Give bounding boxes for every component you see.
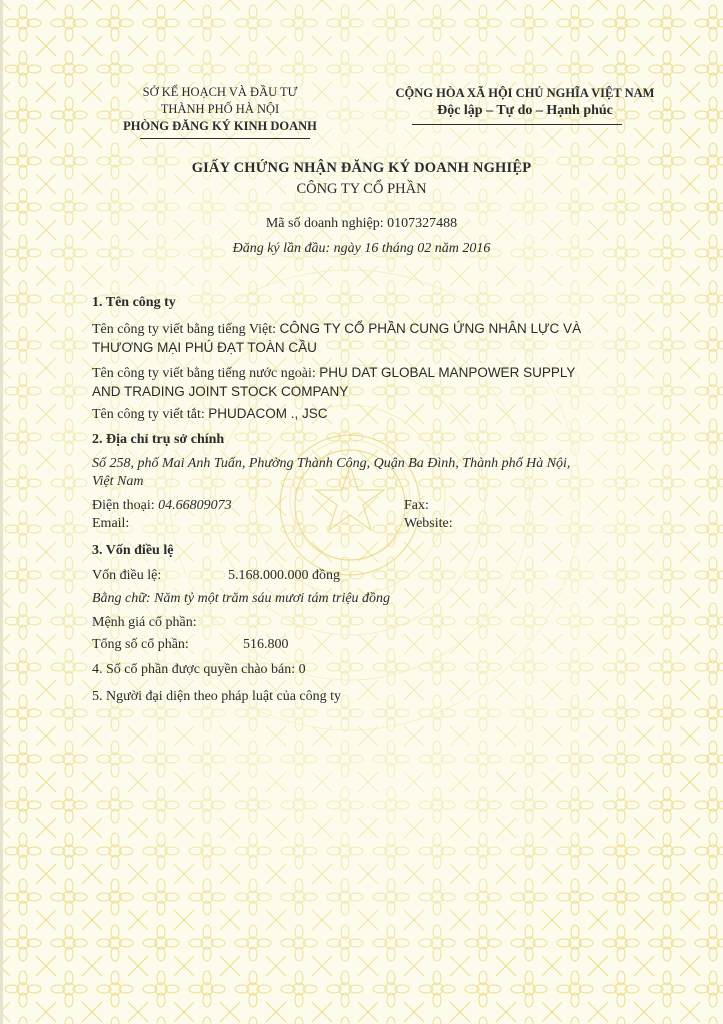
- phone-value: 04.66809073: [158, 498, 232, 513]
- motto-underline: [412, 124, 622, 125]
- enterprise-code: Mã số doanh nghiệp: 0107327488: [265, 216, 458, 231]
- vn-name-label: Tên công ty viết bằng tiếng Việt:: [92, 322, 276, 337]
- offered-shares-value: 0: [298, 662, 306, 677]
- authority-line-2: THÀNH PHỐ HÀ NỘI: [160, 102, 280, 116]
- motto: Độc lập – Tự do – Hạnh phúc: [437, 103, 613, 118]
- par-value-label: Mệnh giá cổ phần:: [92, 615, 197, 630]
- capital-value: 5.168.000.000 đồng: [228, 568, 340, 583]
- vn-name-value-2: THƯƠNG MẠI PHÚ ĐẠT TOÀN CẦU: [92, 340, 317, 355]
- fax-label: Fax:: [404, 498, 429, 513]
- vn-name-value-1: CÔNG TY CỔ PHẦN CUNG ỨNG NHÂN LỰC VÀ: [279, 321, 582, 336]
- total-shares-label: Tổng số cổ phần:: [92, 637, 189, 652]
- phone-label: Điện thoại:: [92, 498, 155, 513]
- capital-label: Vốn điều lệ:: [92, 568, 162, 583]
- section-3-heading: 3. Vốn điều lệ: [92, 543, 174, 558]
- short-name-label: Tên công ty viết tắt:: [92, 407, 205, 422]
- foreign-name-label: Tên công ty viết bằng tiếng nước ngoài:: [92, 366, 316, 381]
- capital-in-words: Bằng chữ: Năm tỷ một trăm sáu mươi tám triệu đồng: [92, 591, 391, 606]
- short-name-value: PHUDACOM ., JSC: [208, 406, 328, 421]
- foreign-name-value-1: PHU DAT GLOBAL MANPOWER SUPPLY: [319, 365, 576, 380]
- authority-line-1: SỞ KẾ HOẠCH VÀ ĐẦU TƯ: [142, 85, 298, 99]
- total-shares-value: 516.800: [243, 637, 289, 652]
- offered-shares-row: [92, 661, 306, 679]
- first-registration-date: Đăng ký lần đầu: ngày 16 tháng 02 năm 2016: [232, 241, 491, 256]
- website-label: Website:: [404, 516, 453, 531]
- phone-row: [92, 497, 232, 515]
- company-type: CÔNG TY CỔ PHẦN: [296, 181, 427, 197]
- foreign-name-value-2: AND TRADING JOINT STOCK COMPANY: [92, 384, 349, 399]
- national-motto: [360, 84, 690, 120]
- country-name: CỘNG HÒA XÃ HỘI CHỦ NGHĨA VIỆT NAM: [395, 86, 655, 100]
- foreign-name-row: [92, 364, 575, 383]
- vn-name-row: [92, 320, 581, 339]
- authority-underline: [140, 138, 310, 139]
- short-name-row: [92, 405, 328, 424]
- authority-line-3: PHÒNG ĐĂNG KÝ KINH DOANH: [123, 119, 317, 133]
- issuing-authority: [90, 84, 350, 135]
- offered-shares-label: 4. Số cổ phần được quyền chào bán:: [92, 662, 296, 677]
- address-line-2: Việt Nam: [92, 474, 144, 489]
- document-title: GIẤY CHỨNG NHẬN ĐĂNG KÝ DOANH NGHIỆP: [191, 160, 532, 176]
- address-line-1: Số 258, phố Mai Anh Tuấn, Phường Thành Công, Quận Ba Đình, Thành phố Hà Nội,: [92, 456, 571, 471]
- section-2-heading: 2. Địa chỉ trụ sở chính: [92, 432, 225, 447]
- legal-representative-heading: 5. Người đại diện theo pháp luật của công ty: [92, 689, 342, 704]
- section-1-heading: 1. Tên công ty: [92, 295, 176, 310]
- email-label: Email:: [92, 516, 130, 531]
